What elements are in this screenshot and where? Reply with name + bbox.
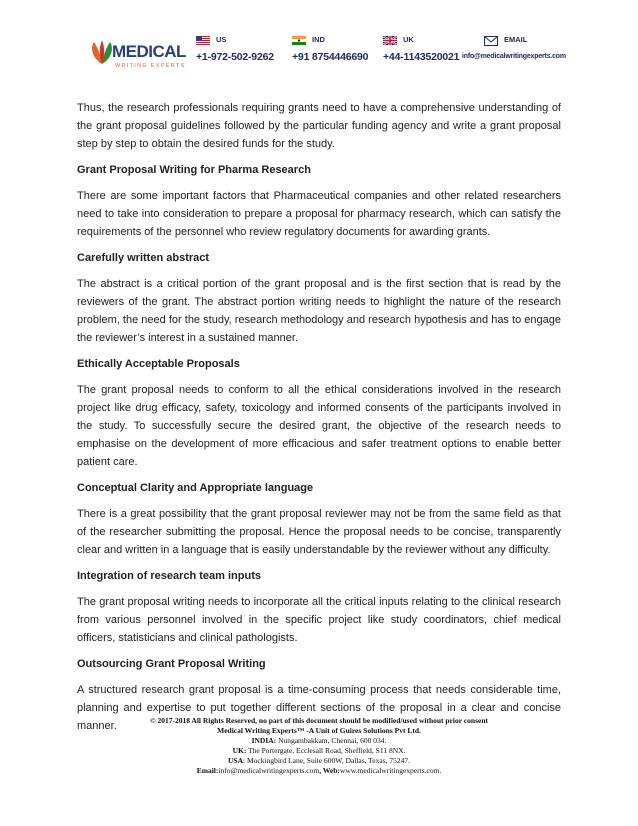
footer-email-label: Email:	[196, 766, 219, 775]
footer-email[interactable]: info@medicalwritingexperts.com	[218, 766, 320, 775]
contact-ind-label: IND	[312, 35, 325, 44]
footer-uk-address: The Portergate, Ecclesall Road, Sheffield, S11 8NX.	[248, 746, 406, 755]
email-icon	[484, 36, 498, 46]
body-paragraph: Thus, the research professionals requiring grants need to have a comprehensive understanding of the grant proposal guidelines followed by the particular funding agency and write a grant proposal step by step to obtain the desired funds for the study.	[77, 102, 561, 150]
footer-india-label: INDIA:	[251, 736, 277, 745]
body-paragraph: There are some important factors that Pharmaceutical companies and other related researchers need to take into consideration to prepare a proposal for pharmacy research, which can satisfy the requirements of the personnel who review regulatory documents for awarding grants.	[77, 190, 561, 238]
contact-uk-label: UK	[403, 35, 414, 44]
contact-us-label: US	[216, 35, 227, 44]
us-flag-icon	[196, 36, 210, 45]
contact-us-phone[interactable]: +1-972-502-9262	[196, 51, 274, 63]
footer-web[interactable]: www.medicalwritingexperts.com.	[339, 766, 442, 775]
contact-email-label: EMAIL	[504, 35, 528, 44]
section-heading: Outsourcing Grant Proposal Writing	[77, 658, 266, 670]
body-paragraph: The grant proposal needs to conform to all the ethical considerations involved in the research project like drug efficacy, safety, toxicology and informed consents of the participants involved in the study. To successfully secure the desired grant, the objective of the research needs to emphasise on the development of more efficacious and safer treatment options to enable better patient care.	[77, 384, 561, 468]
india-flag-icon	[292, 36, 306, 45]
body-paragraph: A structured research grant proposal is a time-consuming process that needs considerable time, planning and expertise to put together different sections of the proposal in a clear and concise manner.	[77, 684, 561, 732]
section-heading: Ethically Acceptable Proposals	[77, 358, 240, 370]
section-heading: Grant Proposal Writing for Pharma Research	[77, 164, 311, 176]
body-paragraph: The abstract is a critical portion of the grant proposal and is the first section that is read by the reviewers of the grant. The abstract portion writing needs to highlight the nature of the research problem, the need for the study, research methodology and research hypothesis and has to engage the reviewer’s interest in a sustained manner.	[77, 278, 561, 344]
page-header	[0, 28, 638, 80]
company-logo	[88, 36, 186, 72]
page-footer	[0, 716, 638, 776]
footer-usa-label: USA	[228, 756, 244, 765]
section-heading: Carefully written abstract	[77, 252, 210, 264]
uk-flag-icon	[383, 36, 397, 45]
body-paragraph: There is a great possibility that the grant proposal reviewer may not be from the same field as that of the researcher submitting the proposal. Hence the proposal needs to be concise, transparently clear and written in a language that is easily understandable by the reviewer without any difficulty.	[77, 508, 561, 556]
logo-name: MEDICAL	[112, 42, 186, 61]
contact-uk-phone[interactable]: +44-1143520021	[383, 51, 460, 63]
document-body	[77, 99, 561, 743]
contact-ind-phone[interactable]: +91 8754446690	[292, 51, 369, 63]
footer-copyright: © 2017-2018 All Rights Reserved, no part of this document should be modified/used without prior consent	[150, 716, 488, 725]
section-heading: Integration of research team inputs	[77, 570, 261, 582]
section-heading: Conceptual Clarity and Appropriate language	[77, 482, 314, 494]
contact-email-address[interactable]: info@medicalwritingexperts.com	[462, 53, 566, 60]
logo-tagline: WRITING EXPERTS	[115, 63, 186, 69]
footer-company: Medical Writing Experts™ -A Unit of Guires Solutions Pvt Ltd.	[217, 726, 421, 735]
footer-uk-label: UK:	[232, 746, 247, 755]
body-paragraph: The grant proposal writing needs to incorporate all the critical inputs relating to the clinical research from various personnel involved in the specific project like study coordinators, chief medical officers, statisticians and clinical pathologists.	[77, 596, 561, 644]
footer-usa-address: : Mockingbird Lane, Suite 600W, Dallas, Texas, 75247.	[243, 756, 410, 765]
footer-india-address: Nungambakkam, Chennai, 600 034.	[278, 736, 387, 745]
footer-web-label: , Web:	[319, 766, 340, 775]
